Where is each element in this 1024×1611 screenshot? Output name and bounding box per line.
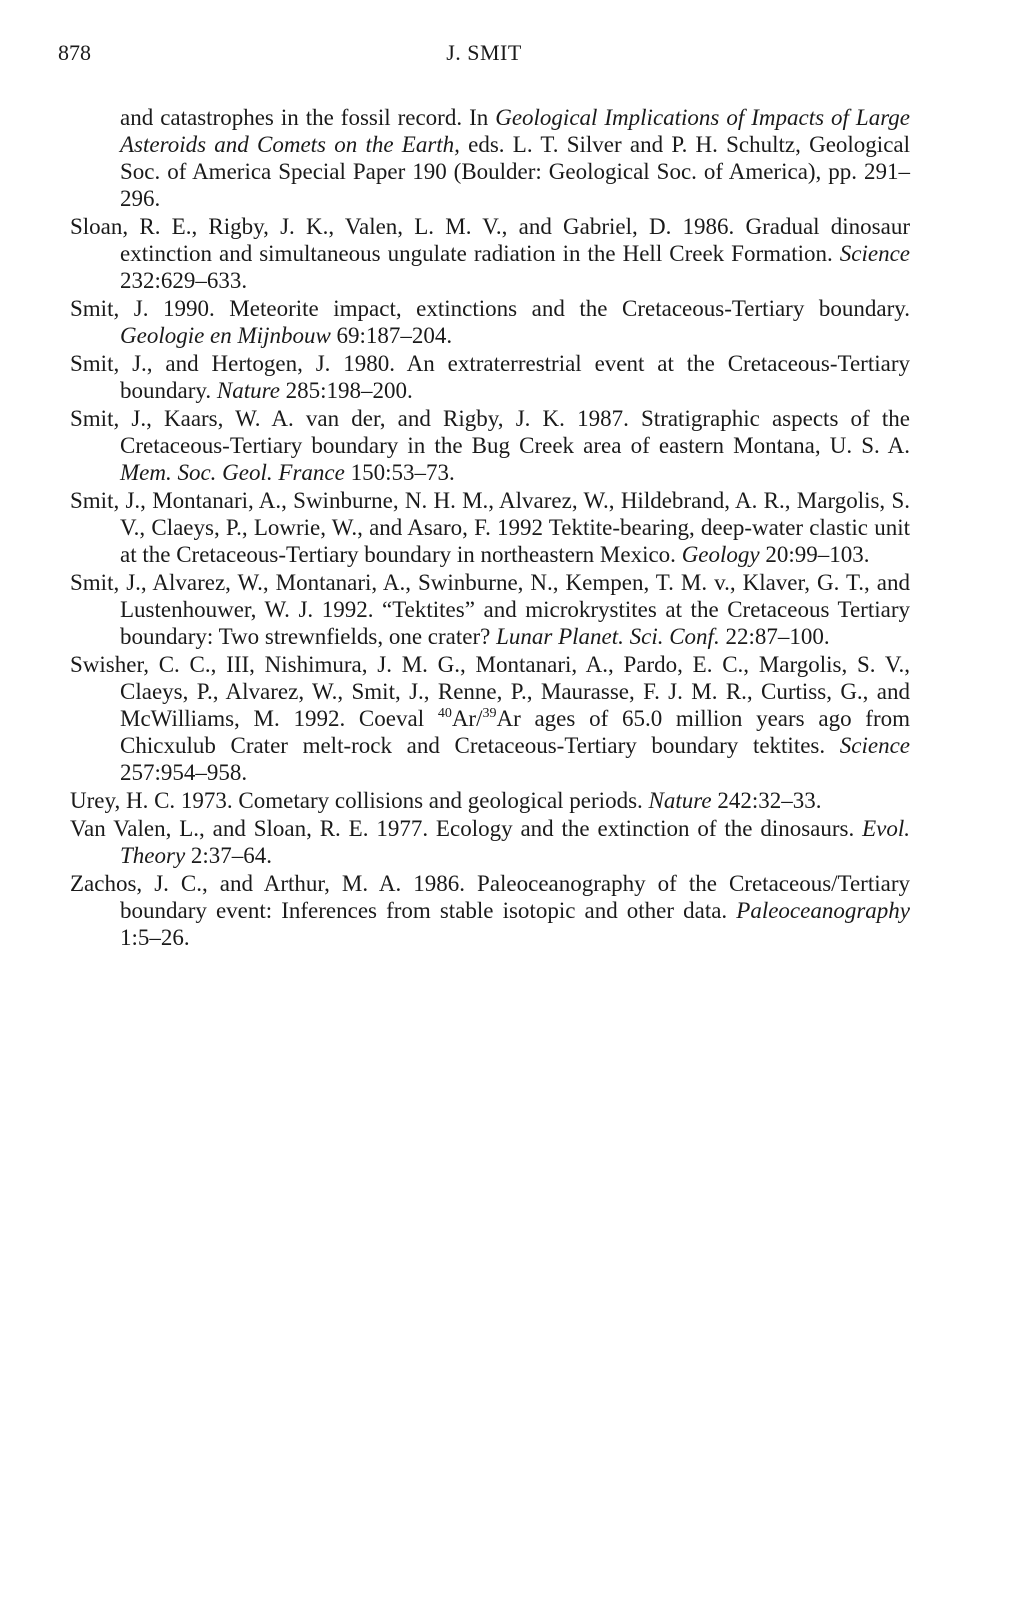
- reference-text: 150:53–73.: [344, 460, 455, 485]
- reference-text: 257:954–958.: [120, 760, 248, 785]
- reference-text: 20:99–103.: [759, 542, 870, 567]
- reference-text: 285:198–200.: [279, 378, 413, 403]
- page-number: 878: [58, 40, 91, 65]
- journal-title: Geology: [681, 542, 760, 567]
- journal-title: Mem. Soc. Geol. France: [120, 460, 345, 485]
- reference-entry: [70, 787, 910, 814]
- superscript: 39: [482, 706, 497, 721]
- reference-text: Zachos, J. C., and Arthur, M. A. 1986. Paleoceanography of the Cretaceous/Tertiary boundary event: Inferences from stable isotopic and other data.: [70, 871, 910, 923]
- reference-text: Sloan, R. E., Rigby, J. K., Valen, L. M. V., and Gabriel, D. 1986. Gradual dinosaur extinction and simultaneous ungulate radiation in the Hell Creek Formation.: [70, 214, 910, 266]
- reference-text: Smit, J., Kaars, W. A. van der, and Rigby, J. K. 1987. Stratigraphic aspects of the Cretaceous-Tertiary boundary in the Bug Creek area of eastern Montana, U. S. A.: [70, 406, 910, 458]
- reference-text: Smit, J., Alvarez, W., Montanari, A., Swinburne, N., Kempen, T. M. v., Klaver, G. T., and Lustenhouwer, W. J. 1992. “Tektites” and microkrystites at the Cretaceous Tertiary boundary: Two strewnfields, one crater?: [70, 570, 910, 649]
- reference-text: Ar/: [451, 706, 483, 731]
- journal-title: Evol. Theory: [120, 816, 910, 868]
- reference-entry: [70, 104, 910, 212]
- journal-title: Science: [839, 733, 910, 758]
- reference-text: Swisher, C. C., III, Nishimura, J. M. G., Montanari, A., Pardo, E. C., Margolis, S. V., Claeys, P., Alvarez, W., Smit, J., Renne, P., Maurasse, F. J. M. R., Curtiss, G., and McWilliams, M. 1992. Coeval: [70, 652, 910, 731]
- journal-title: Paleoceanography: [736, 898, 910, 923]
- reference-list: [70, 104, 910, 952]
- journal-title: Nature: [648, 788, 712, 813]
- journal-title: Geological Implications of Impacts of Large Asteroids and Comets on the Earth,: [120, 105, 910, 157]
- reference-text: Van Valen, L., and Sloan, R. E. 1977. Ecology and the extinction of the dinosaurs.: [70, 816, 863, 841]
- reference-text: 1:5–26.: [120, 925, 190, 950]
- journal-title: Geologie en Mijnbouw: [120, 323, 331, 348]
- reference-text: Ar ages of 65.0 million years ago from Chicxulub Crater melt-rock and Cretaceous-Tertiary boundary tektites.: [120, 706, 910, 758]
- reference-entry: [70, 405, 910, 486]
- journal-title: Science: [839, 241, 910, 266]
- journal-title: Nature: [216, 378, 280, 403]
- reference-entry: [70, 295, 910, 349]
- reference-text: Urey, H. C. 1973. Cometary collisions and geological periods.: [70, 788, 649, 813]
- page-header: [58, 40, 910, 72]
- superscript: 40: [437, 706, 452, 721]
- reference-text: Smit, J., and Hertogen, J. 1980. An extraterrestrial event at the Cretaceous-Tertiary boundary.: [70, 351, 910, 403]
- journal-title: Lunar Planet. Sci. Conf.: [496, 624, 720, 649]
- reference-text: 22:87–100.: [719, 624, 830, 649]
- reference-text: 2:37–64.: [185, 843, 273, 868]
- reference-entry: [70, 350, 910, 404]
- reference-text: Smit, J., Montanari, A., Swinburne, N. H. M., Alvarez, W., Hildebrand, A. R., Margolis, S. V., Claeys, P., Lowrie, W., and Asaro, F. 1992 Tektite-bearing, deep-water clastic unit at the Cretaceous-Tertiary boundary in northeastern Mexico.: [70, 488, 910, 567]
- reference-entry: [70, 651, 910, 786]
- reference-text: 242:32–33.: [711, 788, 822, 813]
- reference-text: and catastrophes in the fossil record. In: [120, 105, 496, 130]
- reference-text: Smit, J. 1990. Meteorite impact, extinctions and the Cretaceous-Tertiary boundary.: [70, 296, 910, 321]
- reference-entry: [70, 815, 910, 869]
- reference-text: eds. L. T. Silver and P. H. Schultz, Geological Soc. of America Special Paper 190 (Boulder: Geological Soc. of America), pp. 291–296.: [120, 132, 911, 211]
- reference-entry: [70, 213, 910, 294]
- reference-text: 69:187–204.: [330, 323, 453, 348]
- running-head: J. SMIT: [446, 40, 522, 65]
- reference-entry: [70, 487, 910, 568]
- reference-text: 232:629–633.: [120, 268, 248, 293]
- reference-entry: [70, 569, 910, 650]
- reference-entry: [70, 870, 910, 951]
